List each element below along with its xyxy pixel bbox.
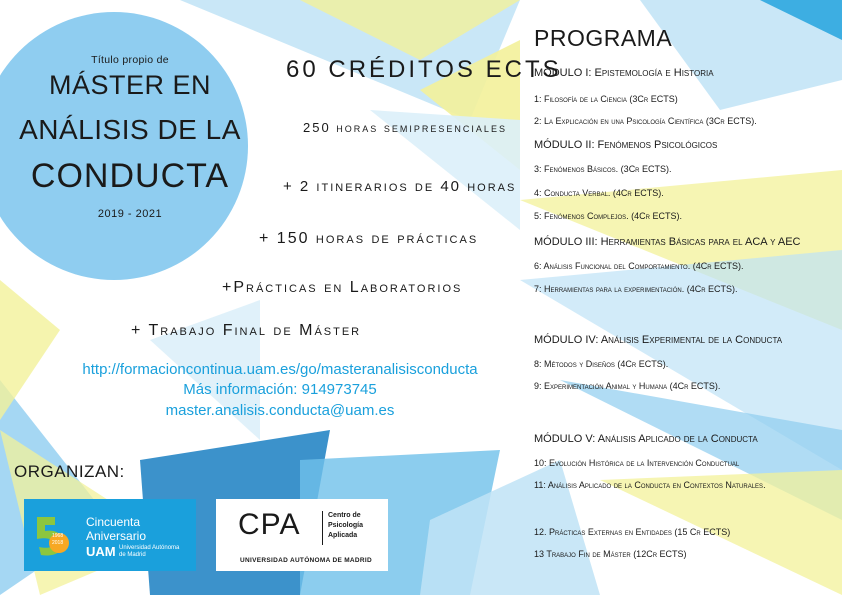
program-url-link[interactable]: http://formacioncontinua.uam.es/go/masteranalisisconducta: [82, 361, 478, 378]
uam-anniversary-logo: [24, 499, 196, 571]
cpa-line-2: Psicología: [328, 522, 364, 529]
email-link[interactable]: master.analisis.conducta@uam.es: [165, 402, 395, 419]
title-line-2: ANÁLISIS DE LA: [19, 114, 241, 145]
course-item: 5: Fenómenos Complejos. (4Cr ECTS).: [534, 211, 683, 221]
course-item: 8: Métodos y Diseños (4Cr ECTS).: [534, 359, 669, 369]
cpa-divider: [322, 511, 323, 545]
uam-name-line-1: Universidad Autónoma: [119, 545, 180, 551]
circle-subtitle: Título propio de: [91, 54, 169, 66]
course-item: 3: Fenómenos Básicos. (3Cr ECTS).: [534, 164, 672, 174]
module-heading: MÓDULO II: Fenómenos Psicológicos: [534, 139, 718, 151]
course-item: 9: Experimentación Animal y Humana (4Cr ECTS).: [534, 381, 721, 391]
uam-line-1: Cincuenta: [86, 515, 141, 529]
cpa-line-1: Centro de: [328, 512, 361, 519]
cpa-logo: [216, 499, 388, 571]
practice-hours-line: + 150 horas de prácticas: [259, 230, 479, 247]
fifty-icon: [33, 513, 69, 557]
cpa-university: UNIVERSIDAD AUTÓNOMA DE MADRID: [240, 557, 373, 564]
credits-heading: 60 CRÉDITOS ECTS: [286, 56, 562, 83]
uam-name-line-2: de Madrid: [119, 552, 146, 558]
course-item: 13 Trabajo Fin de Máster (12Cr ECTS): [534, 549, 687, 559]
module-heading: MÓDULO III: Herramientas Básicas para el ACA y AEC: [534, 236, 801, 248]
course-item: 12. Prácticas Externas en Entidades (15 Cr ECTS): [534, 527, 731, 537]
uam-year-start: 1968: [52, 533, 64, 539]
module-heading: MÓDULO IV: Análisis Experimental de la Conducta: [534, 334, 783, 346]
module-heading: MÓDULO I: Epistemología e Historia: [534, 67, 714, 79]
uam-year-end: 2018: [52, 540, 64, 546]
cpa-line-3: Aplicada: [328, 532, 358, 539]
course-item: 1: Filosofía de la Ciencia (3Cr ECTS): [534, 94, 678, 104]
years: 2019 - 2021: [97, 208, 163, 220]
course-item: 11: Análisis Aplicado de la Conducta en Contextos Naturales.: [534, 480, 766, 490]
hours-line: 250 horas semipresenciales: [303, 120, 507, 135]
course-item: 2: La Explicación en una Psicología Científica (3Cr ECTS).: [534, 116, 757, 126]
organizers-label: ORGANIZAN:: [14, 462, 125, 481]
uam-mark: UAM: [86, 544, 116, 559]
phone-info: Más información: 914973745: [183, 381, 377, 398]
uam-line-2: Aniversario: [86, 529, 147, 543]
labs-line: +Prácticas en Laboratorios: [222, 279, 463, 296]
programa-heading: PROGRAMA: [534, 25, 673, 51]
itineraries-line: + 2 itinerarios de 40 horas: [283, 178, 517, 195]
title-line-1: MÁSTER EN: [48, 70, 212, 100]
final-work-line: + Trabajo Final de Máster: [131, 322, 362, 339]
module-heading: MÓDULO V: Análisis Aplicado de la Conducta: [534, 433, 758, 445]
title-line-3: CONDUCTA: [30, 157, 230, 195]
cpa-mark: CPA: [238, 508, 301, 541]
course-item: 7: Herramientas para la experimentación. (4Cr ECTS).: [534, 284, 738, 294]
course-item: 6: Análisis Funcional del Comportamiento. (4Cr ECTS).: [534, 261, 744, 271]
course-item: 10: Evolución Histórica de la Intervención Conductual: [534, 458, 740, 468]
course-item: 4: Conducta Verbal. (4Cr ECTS).: [534, 188, 664, 198]
uam-name: [119, 545, 179, 559]
